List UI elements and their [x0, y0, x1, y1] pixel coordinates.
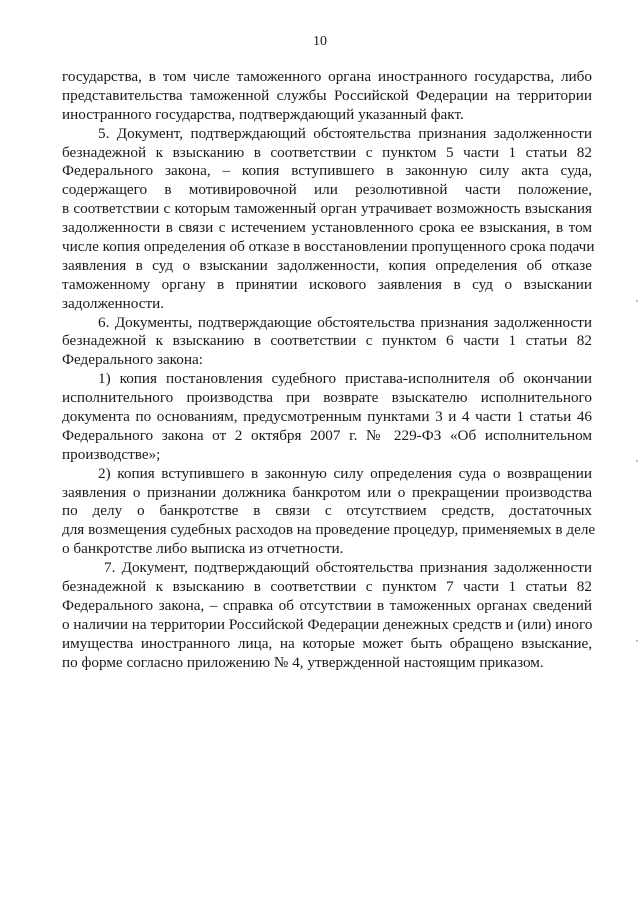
text-line: документа по основаниям, предусмотренным пунктами 3 и 4 части 1 статьи 46 — [62, 408, 592, 426]
text-line: таможенному органу в принятии искового заявления в суд о взыскании — [62, 275, 592, 293]
text-line: задолженности. — [62, 294, 165, 312]
text-line: по форме согласно приложению № 4, утвержденной настоящим приказом. — [62, 653, 544, 671]
document-body — [62, 68, 596, 673]
text-line: по делу о банкротстве в связи с отсутствием средств, достаточных — [62, 502, 592, 520]
text-line: 2) копия вступившего в законную силу определения суда о возвращении — [98, 464, 592, 482]
text-line: государства, в том числе таможенного органа иностранного государства, либо — [62, 68, 592, 85]
text-line: содержащего в мотивировочной или резолютивной части положение, — [62, 181, 592, 199]
text-line: Федерального закона, – копия вступившего в законную силу акта суда, — [62, 162, 592, 180]
text-line: безнадежной к взысканию в соответствии с пунктом 5 части 1 статьи 82 — [62, 143, 592, 161]
text-line: исполнительного производства при возврате взыскателю исполнительного — [62, 389, 592, 407]
page-number: 10 — [313, 34, 327, 49]
text-line: Федерального закона, – справка об отсутствии в таможенных органах сведений — [62, 596, 592, 614]
text-line: производстве»; — [62, 445, 161, 463]
text-line: безнадежной к взысканию в соответствии с пунктом 7 части 1 статьи 82 — [62, 578, 592, 596]
text-line: о наличии на территории Российской Федерации денежных средств и (или) иного — [62, 615, 593, 633]
text-line: 5. Документ, подтверждающий обстоятельства признания задолженности — [98, 124, 592, 142]
scan-edge-mark — [636, 640, 638, 642]
text-line: 6. Документы, подтверждающие обстоятельства признания задолженности — [98, 313, 592, 331]
text-line: заявления в суд о взыскании задолженности, копия определения об отказе — [62, 256, 592, 274]
text-line: имущества иностранного лица, на которые может быть обращено взыскание, — [62, 634, 592, 652]
text-line: 7. Документ, подтверждающий обстоятельства признания задолженности — [104, 559, 592, 577]
text-line: в соответствии с которым таможенный орган утрачивает возможность взыскания — [62, 200, 592, 218]
text-line: числе копия определения об отказе в восстановлении пропущенного срока подачи — [62, 238, 595, 256]
text-line: о банкротстве либо выписка из отчетности. — [62, 540, 344, 558]
text-line: иностранного государства, подтверждающий указанный факт. — [62, 105, 464, 123]
text-line: Федерального закона от 2 октября 2007 г. № 229-ФЗ «Об исполнительном — [62, 426, 592, 444]
text-line: представительства таможенной службы Российской Федерации на территории — [62, 86, 592, 104]
text-line: для возмещения судебных расходов на проведение процедур, применяемых в деле — [62, 521, 596, 539]
text-line: задолженности в связи с истечением установленного срока ее взыскания, в том — [62, 219, 592, 237]
scan-edge-mark — [636, 460, 638, 462]
text-line: заявления о признании должника банкротом или о прекращении производства — [62, 483, 592, 501]
text-line: Федерального закона: — [62, 351, 203, 369]
text-line: безнадежной к взысканию в соответствии с пунктом 6 части 1 статьи 82 — [62, 332, 592, 350]
scan-edge-mark — [636, 300, 638, 302]
text-line: 1) копия постановления судебного пристава-исполнителя об окончании — [98, 370, 592, 388]
